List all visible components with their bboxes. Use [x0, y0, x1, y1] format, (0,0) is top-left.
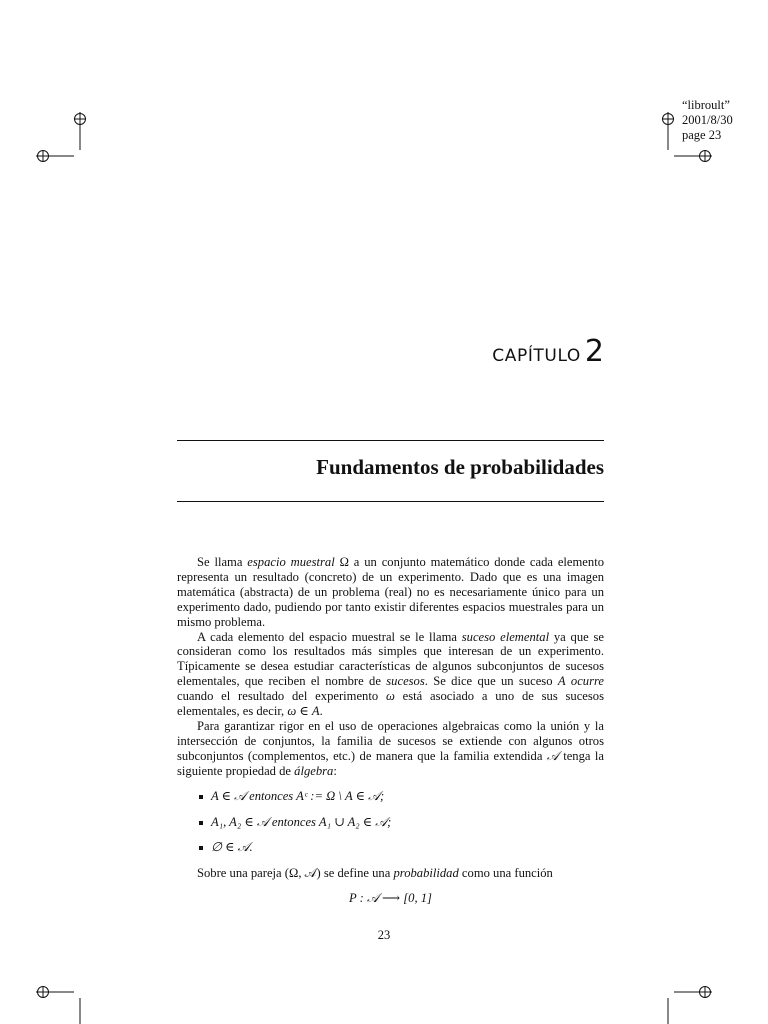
paragraph-1: Se llama espacio muestral Ω a un conjunto matemático donde cada elemento representa un resultado (concreto) de un experimento. Dado que es una imagen matemática (abstracta) de un problema (real) no es necesariamente único para un experimento dado, pudiendo por tanto existir diferentes espacios muestrales para un mismo problema. [177, 555, 604, 629]
display-equation: P : 𝒜 ⟶ [0, 1] [349, 891, 432, 906]
term-sucesos: sucesos [386, 674, 425, 689]
title-rule-top [177, 440, 604, 441]
chapter-title: Fundamentos de probabilidades [316, 455, 604, 479]
header-stamp [682, 98, 762, 143]
term-ocurre: ocurre [570, 674, 604, 689]
list-item: ∅ ∈ 𝒜. [177, 840, 604, 855]
term-suceso-elemental: suceso elemental [461, 629, 550, 644]
header-page: page 23 [682, 128, 722, 142]
paragraph-4: Sobre una pareja (Ω, 𝒜) se define una probabilidad como una función [197, 866, 553, 881]
list-item: A ∈ 𝒜 entonces Aᶜ := Ω \ A ∈ 𝒜; [177, 789, 604, 804]
header-filename: “libroult” [682, 98, 730, 112]
chapter-number: 2 [584, 334, 604, 369]
chapter-word: CAPÍTULO [492, 346, 581, 366]
crop-mark-top-left [30, 104, 90, 174]
paragraph-3: Para garantizar rigor en el uso de operaciones algebraicas como la unión y la intersección de conjuntos, la familia de sucesos se extiende con algunos otros subconjuntos (complementos, etc.) de manera que la familia extendida 𝒜 tenga la siguiente propiedad de álgebra: [177, 718, 604, 778]
term-probabilidad: probabilidad [393, 866, 459, 881]
crop-mark-bottom-right [658, 976, 718, 1024]
paragraph-2: A cada elemento del espacio muestral se le llama suceso elemental ya que se consideran como los resultados más simples que interesan de un experimento. Típicamente se desea estudiar características de algunos subconjuntos de sucesos elementales, que reciben el nombre de sucesos. Se dice que un suceso A ocurre cuando el resultado del experimento ω está asociado a uno de sus sucesos elementales, es decir, ω ∈ A. [177, 629, 604, 719]
title-rule-bottom [177, 501, 604, 502]
chapter-heading [492, 334, 604, 369]
term-algebra: álgebra [294, 763, 334, 778]
term-espacio-muestral: espacio muestral [247, 555, 335, 569]
list-item: A₁, A₂ ∈ 𝒜 entonces A₁ ∪ A₂ ∈ 𝒜; [177, 815, 604, 830]
body-text [177, 555, 604, 906]
header-date: 2001/8/30 [682, 113, 733, 127]
crop-mark-bottom-left [30, 976, 90, 1024]
algebra-properties-list [177, 789, 604, 856]
page-number: 23 [377, 928, 391, 942]
